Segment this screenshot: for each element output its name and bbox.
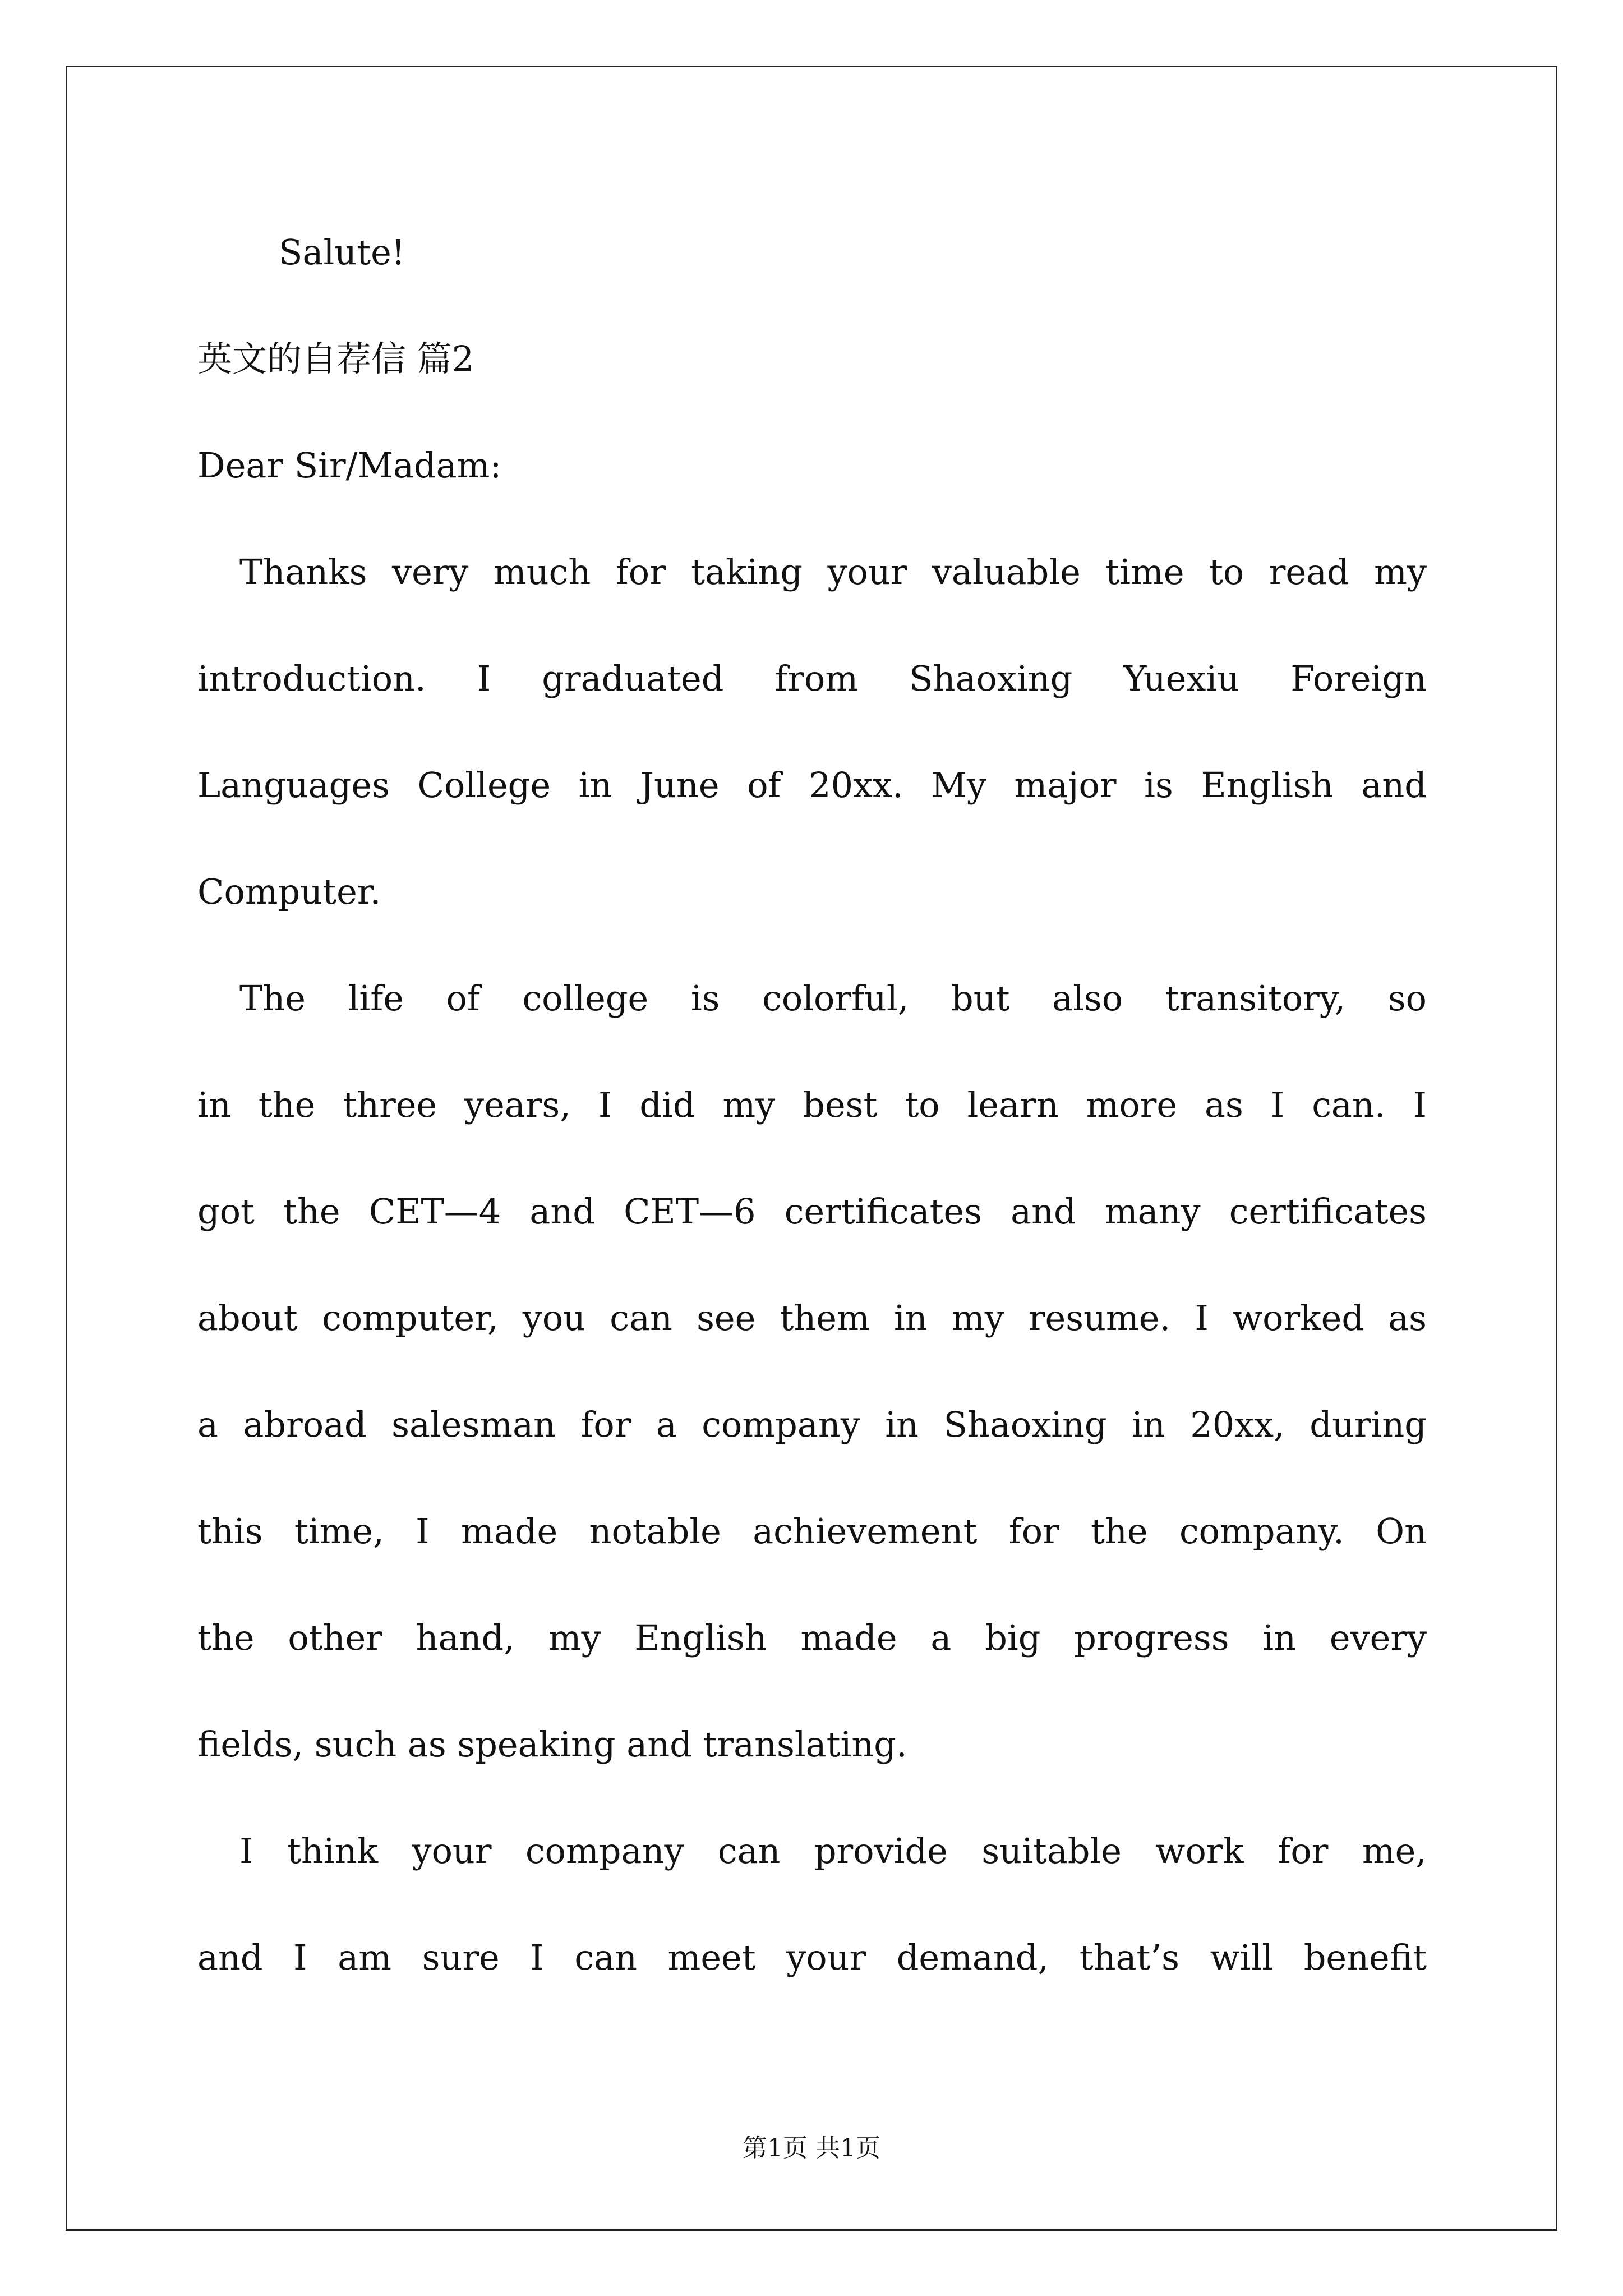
paragraph-3-line-1: I think your company can provide suitable work for me,: [239, 1830, 1427, 1871]
page-indicator: 第1页 共1页: [743, 2134, 880, 2162]
paragraph-2-line-8: fields, such as speaking and translating.: [197, 1724, 907, 1765]
paragraph-3-line-2: and I am sure I can meet your demand, that’s will benefit: [197, 1937, 1427, 1978]
paragraph-1-line-3: Languages College in June of 20xx. My major is English and: [197, 765, 1427, 806]
paragraph-2-line-5: a abroad salesman for a company in Shaoxing in 20xx, during: [197, 1404, 1427, 1445]
paragraph-2-line-1: The life of college is colorful, but also transitory, so: [239, 978, 1427, 1019]
paragraph-2-line-2: in the three years, I did my best to learn more as I can. I: [197, 1084, 1427, 1125]
greeting: Dear Sir/Madam:: [197, 445, 502, 486]
section-title: 英文的自荐信 篇2: [197, 338, 474, 379]
page-border: [66, 66, 1557, 2231]
paragraph-2-line-3: got the CET—4 and CET—6 certificates and many certificates: [197, 1191, 1427, 1232]
paragraph-1-line-1: Thanks very much for taking your valuable time to read my: [239, 551, 1427, 592]
closing-salute: Salute!: [279, 232, 405, 273]
paragraph-1-line-2: introduction. I graduated from Shaoxing Yuexiu Foreign: [197, 658, 1427, 699]
paragraph-2-line-7: the other hand, my English made a big progress in every: [197, 1617, 1427, 1658]
paragraph-2-line-6: this time, I made notable achievement for the company. On: [197, 1511, 1427, 1552]
paragraph-1-line-4: Computer.: [197, 871, 381, 912]
paragraph-2-line-4: about computer, you can see them in my resume. I worked as: [197, 1297, 1427, 1338]
